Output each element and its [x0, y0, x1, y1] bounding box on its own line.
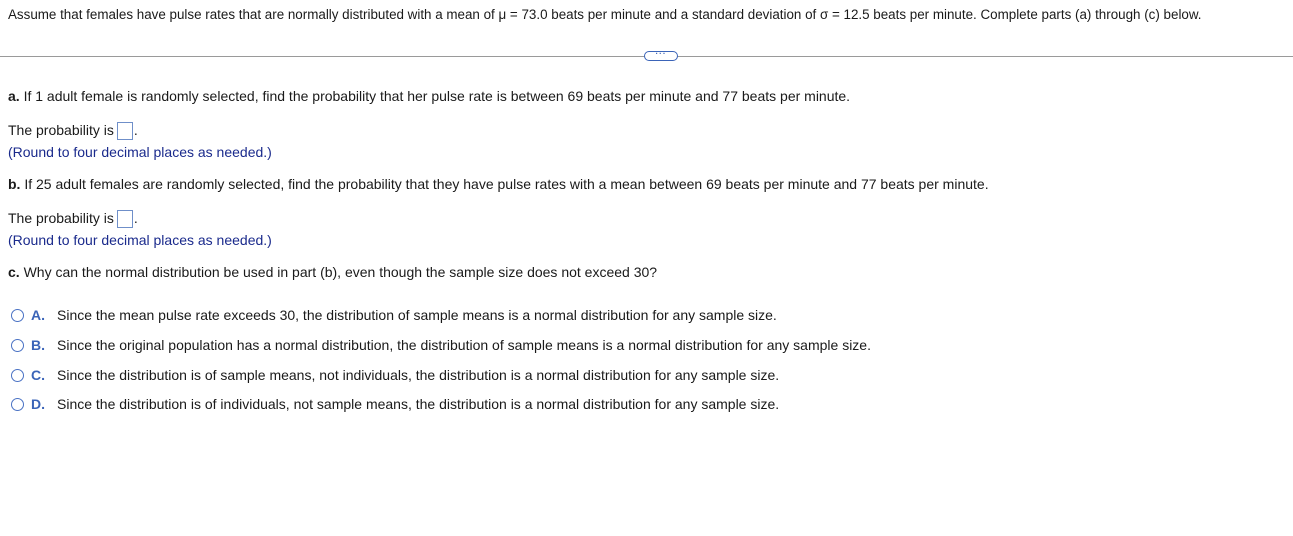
part-c-label: c.	[8, 264, 20, 280]
part-b-answer-prefix: The probability is	[8, 210, 114, 226]
part-a-answer-input[interactable]	[117, 122, 133, 140]
part-b-hint: (Round to four decimal places as needed.)	[8, 232, 272, 248]
part-a-label: a.	[8, 88, 20, 104]
choice-a-radio[interactable]	[11, 309, 24, 322]
choice-d-letter: D.	[31, 396, 45, 412]
part-b-answer-row	[8, 210, 138, 228]
choice-d-text: Since the distribution is of individuals, not sample means, the distribution is a normal distribution for any sample size.	[57, 396, 780, 412]
choice-b-text: Since the original population has a normal distribution, the distribution of sample means is a normal distribution for any sample size.	[57, 337, 871, 353]
choice-a-text: Since the mean pulse rate exceeds 30, the distribution of sample means is a normal distribution for any sample size.	[57, 307, 777, 323]
part-a-answer-row	[8, 122, 138, 140]
part-b-question	[8, 176, 989, 192]
expand-button[interactable]	[644, 51, 678, 61]
choice-d-radio[interactable]	[11, 398, 24, 411]
part-a-text: If 1 adult female is randomly selected, find the probability that her pulse rate is between 69 beats per minute and 77 beats per minute.	[23, 88, 851, 104]
part-b-text: If 25 adult females are randomly selected, find the probability that they have pulse rates with a mean between 69 beats per minute and 77 beats per minute.	[24, 176, 989, 192]
choice-b[interactable]	[11, 337, 871, 353]
part-c-question	[8, 264, 657, 280]
part-c-text: Why can the normal distribution be used in part (b), even though the sample size does not exceed 30?	[23, 264, 658, 280]
part-b-answer-input[interactable]	[117, 210, 133, 228]
choice-c-radio[interactable]	[11, 369, 24, 382]
choice-c-text: Since the distribution is of sample means, not individuals, the distribution is a normal distribution for any sample size.	[57, 367, 780, 383]
choice-b-letter: B.	[31, 337, 45, 353]
choice-b-radio[interactable]	[11, 339, 24, 352]
choice-a-letter: A.	[31, 307, 45, 323]
part-a-question	[8, 88, 850, 104]
part-a-answer-prefix: The probability is	[8, 122, 114, 138]
choice-c-letter: C.	[31, 367, 45, 383]
expand-button-label: ···	[655, 49, 667, 58]
choice-a[interactable]	[11, 307, 777, 323]
choice-c[interactable]	[11, 367, 779, 383]
part-a-answer-suffix: .	[133, 122, 138, 138]
problem-intro: Assume that females have pulse rates that are normally distributed with a mean of μ = 73.0 beats per minute and a standard deviation of σ = 12.5 beats per minute. Complete parts (a) through (c) below.	[8, 7, 1202, 22]
part-b-answer-suffix: .	[133, 210, 138, 226]
part-b-label: b.	[8, 176, 21, 192]
part-a-hint: (Round to four decimal places as needed.)	[8, 144, 272, 160]
choice-d[interactable]	[11, 396, 779, 412]
